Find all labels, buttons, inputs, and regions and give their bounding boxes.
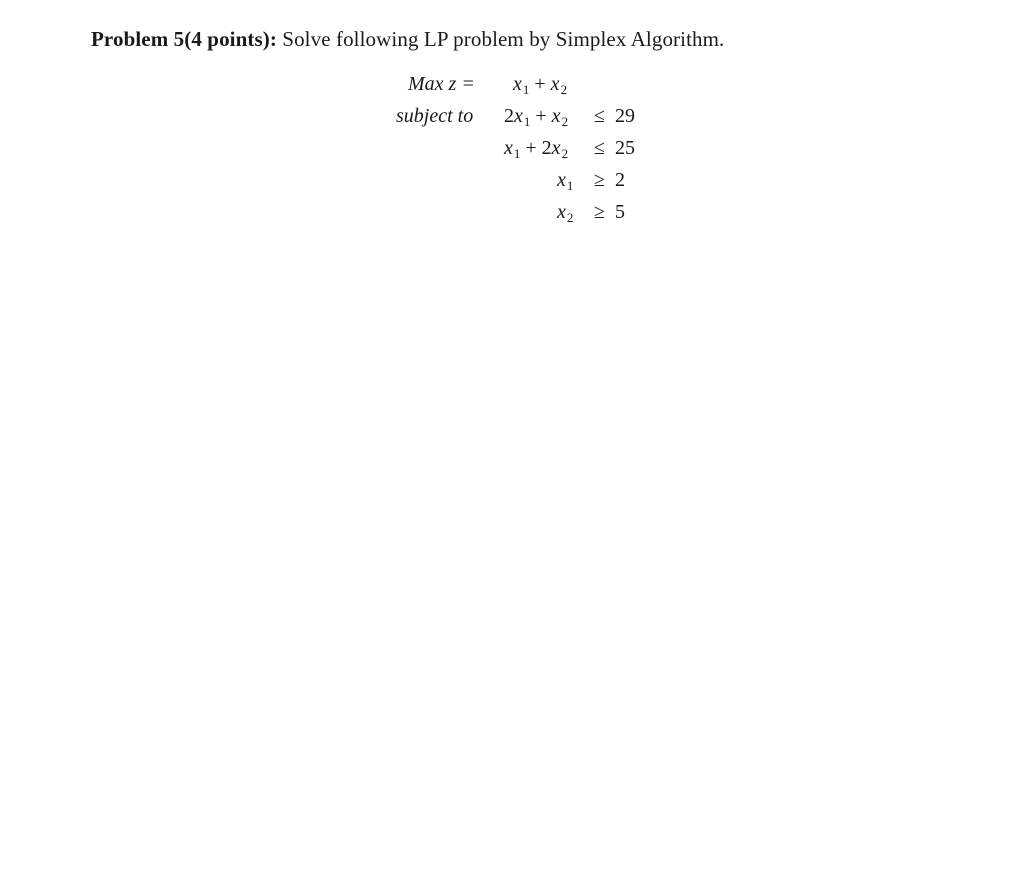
constraint-1-relation: ≤ [594, 105, 605, 127]
objective-label: Max z = [408, 73, 475, 95]
constraints-label: subject to [396, 105, 474, 127]
problem-heading: Problem 5(4 points): [91, 27, 277, 51]
constraint-4-lhs: $x_2$ [557, 201, 574, 225]
constraint-1-rhs: 29 [615, 105, 635, 127]
objective-expression: $x_1 + x_2$ [513, 73, 568, 97]
constraint-3-relation: ≥ [594, 169, 605, 191]
constraint-2-lhs: $x_1 + 2x_2$ [504, 137, 569, 161]
problem-statement [91, 27, 724, 52]
constraint-3-rhs: 2 [615, 169, 625, 191]
constraint-2-relation: ≤ [594, 137, 605, 159]
constraint-4-relation: ≥ [594, 201, 605, 223]
constraint-3-lhs: $x_1$ [557, 169, 574, 193]
constraint-2-rhs: 25 [615, 137, 635, 159]
constraint-4-rhs: 5 [615, 201, 625, 223]
constraint-1-lhs: $2x_1 + x_2$ [504, 105, 569, 129]
problem-instruction: Solve following LP problem by Simplex Algorithm. [282, 27, 725, 51]
